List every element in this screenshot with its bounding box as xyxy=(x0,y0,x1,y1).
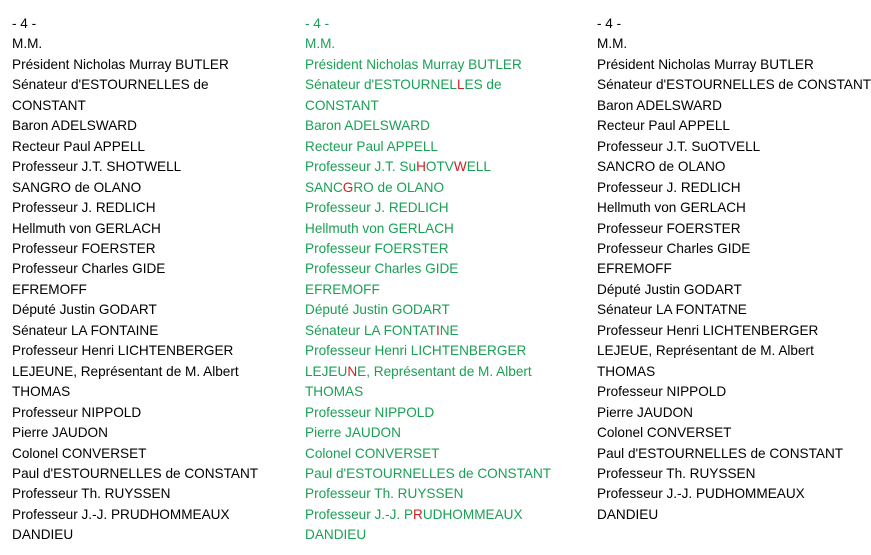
diff-segment: Député Justin GODART xyxy=(305,302,450,318)
diff-text-line xyxy=(305,259,567,279)
diff-segment: Professeur J.T. Su xyxy=(305,159,417,175)
diff-segment: OTV xyxy=(425,159,454,175)
diff-text-line xyxy=(305,464,567,484)
diff-text-line xyxy=(305,198,567,218)
text-line: Baron ADELSWARD xyxy=(12,118,137,134)
text-line: Colonel CONVERSET xyxy=(597,425,732,441)
text-line: DANDIEU xyxy=(12,527,74,543)
diff-highlight-char: L xyxy=(456,77,465,93)
diff-segment: Professeur J.-J. P xyxy=(305,506,414,522)
diff-highlight-char: G xyxy=(342,179,354,195)
diff-segment: M.M. xyxy=(305,36,336,52)
text-line: Professeur Charles GIDE xyxy=(12,261,166,277)
diff-text-line xyxy=(305,403,567,423)
diff-segment: Professeur NIPPOLD xyxy=(305,404,435,420)
diff-segment: LEJEU xyxy=(305,363,348,379)
diff-text-line xyxy=(305,157,567,177)
text-line: THOMAS xyxy=(12,384,71,400)
diff-highlight-char: N xyxy=(347,363,358,379)
diff-text-line xyxy=(305,382,567,402)
text-line: M.M. xyxy=(597,36,628,52)
diff-segment: Baron ADELSWARD xyxy=(305,118,430,134)
text-line: Hellmuth von GERLACH xyxy=(597,200,746,216)
diff-text-line xyxy=(305,239,567,259)
text-line: Président Nicholas Murray BUTLER xyxy=(597,56,814,72)
text-line: SANGRO de OLANO xyxy=(12,179,142,195)
diff-text-line xyxy=(305,96,567,116)
text-line: Professeur Henri LICHTENBERGER xyxy=(597,322,819,338)
diff-text-line xyxy=(305,525,567,545)
diff-text-line xyxy=(305,55,567,75)
text-line: LEJEUE, Représentant de M. Albert xyxy=(597,343,814,359)
diff-segment: Sénateur LA FONTAT xyxy=(305,322,436,338)
diff-segment: Colonel CONVERSET xyxy=(305,445,440,461)
text-line: Pierre JAUDON xyxy=(597,404,693,420)
text-line: Professeur FOERSTER xyxy=(597,220,741,236)
text-line: Professeur J. REDLICH xyxy=(597,179,741,195)
diff-segment: ELL xyxy=(466,159,491,175)
text-line: Recteur Paul APPELL xyxy=(12,138,145,154)
text-line: Professeur NIPPOLD xyxy=(597,384,727,400)
diff-highlight-char: H xyxy=(416,159,426,175)
diff-text-line xyxy=(305,484,567,504)
diff-highlight-char: R xyxy=(413,506,423,522)
text-line: - 4 - xyxy=(12,16,37,31)
diff-segment: E, Représentant de M. Albert xyxy=(357,363,532,379)
diff-segment: SANC xyxy=(305,179,343,195)
diff-segment: Recteur Paul APPELL xyxy=(305,138,438,154)
text-line: Député Justin GODART xyxy=(597,281,742,297)
diff-segment: RO de OLANO xyxy=(353,179,445,195)
diff-text-line xyxy=(305,34,567,54)
text-line: CONSTANT xyxy=(12,97,86,113)
text-line: Professeur Charles GIDE xyxy=(597,240,751,256)
diff-segment: Pierre JAUDON xyxy=(305,425,401,441)
diff-text-line xyxy=(305,505,567,525)
diff-segment: ES de xyxy=(464,77,502,93)
text-line: Professeur J.-J. PRUDHOMMEAUX xyxy=(12,506,230,522)
diff-segment: Président Nicholas Murray BUTLER xyxy=(305,56,522,72)
diff-segment: THOMAS xyxy=(305,384,364,400)
diff-segment: EFREMOFF xyxy=(305,281,380,297)
diff-segment: Professeur Charles GIDE xyxy=(305,261,459,277)
text-line: Sénateur d'ESTOURNELLES de CONSTANT xyxy=(597,77,871,93)
text-line: SANCRO de OLANO xyxy=(597,159,726,175)
text-line: Professeur J.-J. PUDHOMMEAUX xyxy=(597,486,805,502)
text-line: Professeur NIPPOLD xyxy=(12,404,142,420)
text-line: Professeur Th. RUYSSEN xyxy=(597,465,756,481)
diff-text-line xyxy=(305,75,567,95)
text-line: Professeur J. REDLICH xyxy=(12,200,156,216)
text-line: Professeur Th. RUYSSEN xyxy=(12,486,171,502)
diff-text-line xyxy=(305,116,567,136)
diff-text-line xyxy=(305,341,567,361)
diff-segment: Professeur J. REDLICH xyxy=(305,200,449,216)
text-line: EFREMOFF xyxy=(12,281,87,297)
text-line: Sénateur d'ESTOURNELLES de xyxy=(12,77,209,93)
text-line: DANDIEU xyxy=(597,506,659,522)
text-line: Professeur FOERSTER xyxy=(12,240,156,256)
text-line: EFREMOFF xyxy=(597,261,672,277)
diff-segment: - 4 - xyxy=(305,16,330,31)
diff-text-line xyxy=(305,137,567,157)
text-line: - 4 - xyxy=(597,16,622,31)
diff-text-line xyxy=(305,362,567,382)
diff-segment: Professeur FOERSTER xyxy=(305,240,449,256)
diff-segment: Sénateur d'ESTOURNEL xyxy=(305,77,457,93)
diff-segment: UDHOMMEAUX xyxy=(422,506,523,522)
text-line: Professeur J.T. SuOTVELL xyxy=(597,138,761,154)
diff-segment: Hellmuth von GERLACH xyxy=(305,220,454,236)
diff-segment: Professeur Th. RUYSSEN xyxy=(305,486,464,502)
text-line: Sénateur LA FONTAINE xyxy=(12,322,159,338)
text-line: Président Nicholas Murray BUTLER xyxy=(12,56,229,72)
text-line: Pierre JAUDON xyxy=(12,425,108,441)
left-column-original-text xyxy=(12,14,272,546)
diff-segment: Professeur Henri LICHTENBERGER xyxy=(305,343,527,359)
diff-highlight-char: I xyxy=(435,322,440,338)
text-line: Paul d'ESTOURNELLES de CONSTANT xyxy=(12,465,259,481)
text-line: Député Justin GODART xyxy=(12,302,157,318)
diff-text-line xyxy=(305,178,567,198)
right-column-ocr-text xyxy=(597,14,871,525)
text-line: Professeur Henri LICHTENBERGER xyxy=(12,343,234,359)
text-line: Sénateur LA FONTATNE xyxy=(597,302,747,318)
diff-segment: CONSTANT xyxy=(305,97,379,113)
diff-text-line xyxy=(305,14,567,34)
text-line: Paul d'ESTOURNELLES de CONSTANT xyxy=(597,445,844,461)
text-line: Colonel CONVERSET xyxy=(12,445,147,461)
diff-text-line xyxy=(305,423,567,443)
diff-text-line xyxy=(305,300,567,320)
diff-segment: NE xyxy=(439,322,459,338)
middle-column-diff-text xyxy=(305,14,567,546)
text-line: LEJEUNE, Représentant de M. Albert xyxy=(12,363,239,379)
text-line: Baron ADELSWARD xyxy=(597,97,722,113)
diff-text-line xyxy=(305,219,567,239)
text-line: Professeur J.T. SHOTWELL xyxy=(12,159,182,175)
diff-text-line xyxy=(305,444,567,464)
text-line: Recteur Paul APPELL xyxy=(597,118,730,134)
text-line: THOMAS xyxy=(597,363,656,379)
text-line: Hellmuth von GERLACH xyxy=(12,220,161,236)
diff-segment: Paul d'ESTOURNELLES de CONSTANT xyxy=(305,465,552,481)
text-line: M.M. xyxy=(12,36,43,52)
diff-highlight-char: W xyxy=(453,159,467,175)
diff-text-line xyxy=(305,280,567,300)
diff-text-line xyxy=(305,321,567,341)
diff-segment: DANDIEU xyxy=(305,527,367,543)
